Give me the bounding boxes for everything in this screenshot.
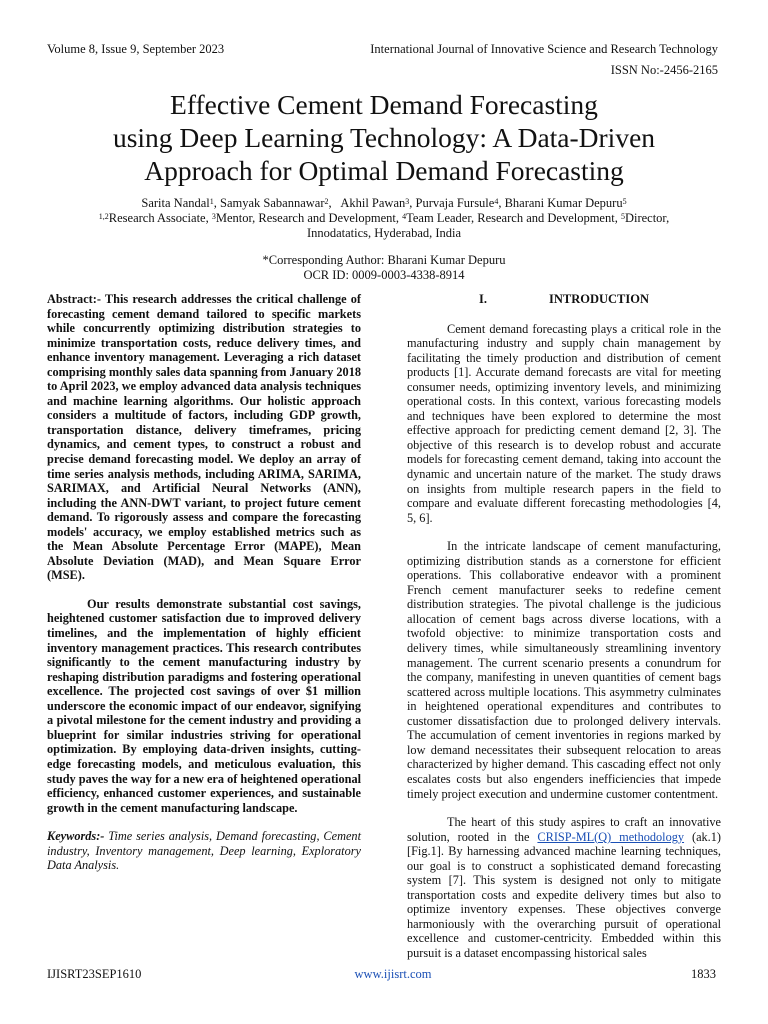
corresponding-author bbox=[60, 253, 708, 283]
title-line: using Deep Learning Technology: A Data-Driven bbox=[112, 122, 656, 153]
section-heading bbox=[407, 292, 721, 307]
affiliation-roles: $^{1,2}$Research Associate, $^3$Mentor, Research and Development, $^4$Team Leader, Research and Development, $^5$Director, bbox=[98, 211, 670, 225]
keywords bbox=[47, 829, 361, 873]
header-journal: International Journal of Innovative Science and Research Technology bbox=[370, 42, 718, 56]
intro-paragraph: The heart of this study aspires to craft an innovative solution, rooted in the CRISP-ML(Q) methodology (ak.1) [Fig.1]. By harnessing advanced machine learning techniques, our goal is to construct a sophisticated demand forecasting system [7]. This system is designed not only to mitigate transportation costs and expedite delivery times but also to optimize inventory expenses. These objectives converge harmoniously with the overarching pursuit of operational excellence and customer-centricity. Embedded within this pursuit is a dataset encompassing historical sales bbox=[407, 815, 721, 960]
abstract-paragraph: Abstract:- This research addresses the critical challenge of forecasting cement demand tailored to specific markets while concurrently optimizing distribution strategies to minimize transportation costs, reduce delivery times, and enhance inventory management. Leveraging a rich dataset comprising monthly sales data spanning from January 2018 to April 2023, we employ advanced data analysis techniques and machine learning algorithms. Our holistic approach considers a multitude of factors, including GDP growth, transportation distance, delivery timeframes, pricing dynamics, and cement types, to construct a robust and precise demand forecasting model. We deploy an array of time series analysis methods, including ARIMA, SARIMA, SARIMAX, and Artificial Neural Networks (ANN), including the ANN-DWT variant, to project future cement demand. To rigorously assess and compare the forecasting models' accuracy, we employ established metrics such as the Mean Absolute Percentage Error (MAPE), Mean Absolute Deviation (MAD), and Mean Square Error (MSE). bbox=[47, 292, 361, 583]
title-line: Approach for Optimal Demand Forecasting bbox=[144, 155, 624, 186]
intro-paragraph: Cement demand forecasting plays a critical role in the manufacturing industry and supply chain management by facilitating the timely production and distribution of cement products [1]. Accurate demand forecasts are vital for meeting consumer needs, optimizing inventory levels, and minimizing operational costs. In this context, various forecasting models and techniques have been explored to determine the most effective approach for predicting cement demand [2, 3]. The objective of this research is to develop robust and accurate models for forecasting cement demand, taking into account the dynamic and uncertain nature of the market. The study draws on insights from multiple research papers in the field to compare and evaluate different forecasting methodologies [4, 5, 6]. bbox=[407, 321, 721, 525]
author-name: Purvaja Fursule bbox=[415, 196, 495, 210]
intro-paragraph: In the intricate landscape of cement manufacturing, optimizing distribution stands as a cornerstone for efficient operations. This collaborative endeavor with a prominent French cement manufacturer seeks to redefine cement distribution strategies. The pivotal challenge is the judicious allocation of cement bags across diverse locations, with a twofold objective: to minimize transportation costs and delivery times, while simultaneously streamlining inventory management. The current scenario presents a conundrum for the company, manifesting in uneven quantities of cement bags scattered across multiple locations. This asymmetry culminates in heightened operational expenditures and contributes to customer dissatisfaction due to prolonged delivery intervals. The accumulation of cement inventories in regions marked by low demand necessitates their subsequent relocation to areas characterized by higher demand. This cascading effect not only escalates costs but also engenders inefficiencies that impede timely project execution and undermine customer contentment. bbox=[407, 539, 721, 801]
abstract-paragraph: Our results demonstrate substantial cost savings, heightened customer satisfaction due to improved delivery timelines, and the implementation of highly efficient inventory management practices. This research contributes significantly to the cement manufacturing industry by reshaping distribution paradigms and fostering operational excellence. The projected cost savings of over $1 million underscore the economic impact of our endeavor, signifying a pivotal milestone for the cement industry and providing a blueprint for similar industries striving for operational optimization. By employing data-driven insights, cutting-edge forecasting models, and meticulous evaluation, this study paves the way for a new era of heightened operational efficiency, enhanced customer experiences, and sustainable growth in the cement manufacturing landscape. bbox=[47, 596, 362, 815]
section-title: INTRODUCTION bbox=[548, 292, 649, 306]
crisp-ml-link[interactable]: CRISP-ML(Q) methodology bbox=[537, 829, 685, 844]
author-name: Samyak Sabannawar bbox=[220, 196, 325, 210]
affiliations bbox=[60, 211, 708, 241]
paper-title bbox=[40, 88, 728, 187]
header-issn: ISSN No:-2456-2165 bbox=[610, 63, 718, 77]
footer-page-number: 1833 bbox=[691, 967, 716, 981]
header-volume: Volume 8, Issue 9, September 2023 bbox=[47, 42, 225, 56]
right-column bbox=[407, 292, 721, 975]
author-name: Bharani Kumar Depuru bbox=[504, 196, 623, 210]
keywords-text: Time series analysis, Demand forecasting, Cement industry, Inventory management, Deep learning, Exploratory Data Analysis. bbox=[47, 829, 361, 873]
author-name: Sarita Nandal bbox=[141, 196, 210, 210]
affiliation-org: Innodatatics, Hyderabad, India bbox=[306, 226, 462, 240]
title-line: Effective Cement Demand Forecasting bbox=[170, 89, 598, 120]
left-column bbox=[47, 292, 361, 887]
author-list: Sarita Nandal$^1$, Samyak Sabannawar$^2$, Akhil Pawan$^3$, Purvaja Fursule$^4$, Bharani Kumar Depuru$^5$ bbox=[141, 196, 627, 210]
section-number: I. bbox=[478, 292, 487, 306]
orcid: OCR ID: 0009-0003-4338-8914 bbox=[303, 268, 465, 282]
author-name: Akhil Pawan bbox=[340, 196, 406, 210]
corresponding-name: *Corresponding Author: Bharani Kumar Depuru bbox=[262, 253, 506, 267]
footer-paper-id: IJISRT23SEP1610 bbox=[47, 967, 142, 981]
keywords-label: Keywords:- bbox=[47, 829, 105, 844]
footer-website-link[interactable]: www.ijisrt.com bbox=[354, 967, 432, 981]
